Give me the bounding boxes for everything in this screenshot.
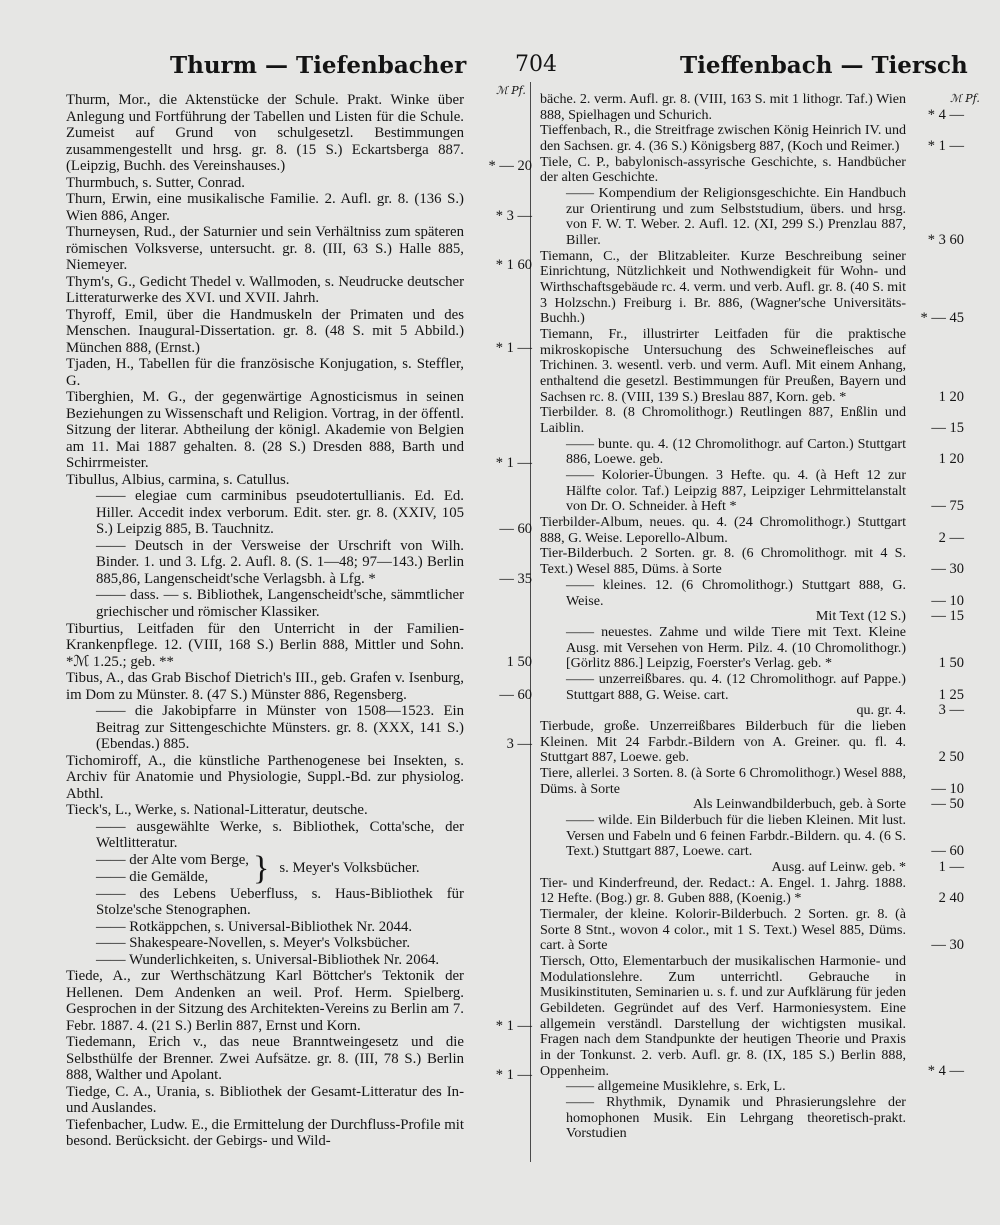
entry-text: qu. gr. 4. — [856, 702, 906, 719]
entry-text: Tier-Bilderbuch. 2 Sorten. gr. 8. (6 Chromolithogr. mit 4 S. Text.) Wesel 885, Düms. à Sorte — [540, 545, 906, 578]
entry-price: — 60 — [499, 686, 532, 703]
entry-text: —— kleines. 12. (6 Chromolithogr.) Stuttgart 888, G. Weise. — [566, 576, 906, 609]
entry-price: 1 50 — [938, 655, 964, 672]
entry-price: * 1 — — [495, 1067, 532, 1084]
entry-text: Tiemann, C., der Blitzableiter. Kurze Beschreibung seiner Einrichtung, Nützlichkeit und Nothwendigkeit für Wohn- und Wirthschaftsgebäude rc. 4. verm. und verb. Aufl. gr. 8. (40 S. mit 3 Holzschn.) Freiburg i. Br. 886, (Wagner'sche Universitäts-Buchh.) — [540, 247, 906, 327]
entry-text: Tiedge, C. A., Urania, s. Bibliothek der Gesamt-Litteratur des In- und Auslandes. — [66, 1083, 464, 1117]
entry-price: 2 50 — [938, 749, 964, 766]
entry-text: Tiere, allerlei. 3 Sorten. 8. (à Sorte 6 Chromolithogr.) Wesel 888, Düms. à Sorte — [540, 764, 906, 797]
catalog-entry — [536, 437, 964, 468]
entry-price: * 1 — — [495, 455, 532, 472]
running-head-right: Tieffenbach — Tiersch — [680, 52, 968, 79]
catalog-entry — [66, 802, 536, 819]
entry-text: Als Leinwandbilderbuch, geb. à Sorte — [693, 796, 906, 813]
entry-price: * 1 — — [927, 138, 964, 155]
catalog-entry — [536, 155, 964, 186]
catalog-entry — [66, 538, 536, 588]
entry-text: —— die Jakobipfarre in Münster von 1508—1523. Ein Beitrag zur Sittengeschichte Münsters. gr. 8. (XXX, 141 S.) (Ebendas.) 885. — [96, 703, 464, 753]
entry-text: Tieffenbach, R., die Streitfrage zwischen König Heinrich IV. und den Sachsen. gr. 4. (36 S.) Königsberg 887, (Koch und Reimer.) — [540, 122, 906, 155]
catalog-entry — [66, 621, 536, 671]
catalog-entry — [536, 797, 964, 813]
entry-price: 1 25 — [938, 686, 964, 703]
entry-text: —— Kompendium der Religionsgeschichte. Ein Handbuch zur Orientirung und zum Selbststudium, übers. und hrsg. von F. W. T. Weber. 2. Aufl. 12. (XI, 299 S.) Prenzlau 887, Biller. — [566, 185, 906, 249]
catalog-entry — [536, 954, 964, 1079]
entry-text: —— wilde. Ein Bilderbuch für die lieben Kleinen. Mit lust. Versen und Fabeln und 6 feinen Farbdr.-Bildern. qu. 4. (6 S. Text.) Stuttgart 887, Loewe. cart. — [566, 811, 906, 860]
entry-text: Thyroff, Emil, über die Handmuskeln der Primaten und des Menschen. Inaugural-Dissertation. gr. 8. (48 S. mit 5 Abbild.) München 888, (Ernst.) — [66, 306, 464, 356]
catalog-entry — [66, 92, 536, 175]
grouped-entry-line: —— die Gemälde, — [96, 868, 209, 885]
catalog-entry — [536, 546, 964, 577]
brace-symbol: } — [253, 849, 270, 887]
catalog-entry — [66, 224, 536, 274]
entry-text: Mit Text (12 S.) — [815, 608, 906, 625]
entry-text: Tierbilder-Album, neues. qu. 4. (24 Chromolithogr.) Stuttgart 888, G. Weise. Leporello-Album. — [540, 514, 906, 546]
catalog-entry — [66, 886, 536, 919]
catalog-entry — [536, 672, 964, 703]
catalog-entry — [66, 274, 536, 307]
entry-price: 1 50 — [506, 653, 532, 670]
catalog-entry — [536, 92, 964, 123]
entry-text: Thym's, G., Gedicht Thedel v. Wallmoden, s. Neudrucke deutscher Litteraturwerke des XVI. und XVII. Jahrh. — [66, 273, 464, 307]
entry-text: —— des Lebens Ueberfluss, s. Haus-Bibliothek für Stolze'sche Stenographen. — [96, 885, 464, 919]
entry-text: Tiele, C. P., babylonisch-assyrische Geschichte, s. Handbücher der alten Geschichte. — [540, 153, 906, 186]
entry-text: Tiemann, Fr., illustrirter Leitfaden für die praktische mikroskopische Untersuchung des Schweinefleisches auf Trichinen. 3. wesentl. verb. und verm. Aufl. Mit einem Anhang, enthaltend die gesetzl. Bestimmungen für Preußen, Bayern und Sachsen rc. 8. (VIII, 139 S.) Breslau 887, Korn. geb. * — [540, 326, 906, 405]
entry-price: 1 — — [938, 858, 964, 875]
entry-text: —— ausgewählte Werke, s. Bibliothek, Cotta'sche, der Weltlitteratur. — [96, 818, 464, 852]
entry-price: 2 40 — [938, 890, 964, 907]
entry-price: — 35 — [499, 570, 532, 587]
grouped-entry-line: —— der Alte vom Berge, — [96, 852, 250, 869]
catalog-entry — [536, 813, 964, 860]
entry-text: Tiermaler, der kleine. Kolorir-Bilderbuch. 2 Sorten. gr. 8. (à Sorte 8 Stnt., wovon 4 color., mit 1 S. Text.) Wesel 885, Düms. cart. à Sorte — [540, 905, 906, 954]
entry-text: Tiefenbacher, Ludw. E., die Ermittelung der Durchfluss-Profile mit besond. Berücksicht. der Gebirgs- und Wild- — [66, 1116, 464, 1150]
entry-text: Thurn, Erwin, eine musikalische Familie. 2. Aufl. gr. 8. (136 S.) Wien 886, Anger. — [66, 191, 464, 224]
catalog-entry — [66, 1084, 536, 1117]
catalog-entry — [66, 488, 536, 538]
catalog-entry — [66, 935, 536, 952]
entry-price: * 1 — — [495, 1017, 532, 1034]
catalog-entry — [536, 907, 964, 954]
entry-text: Tier- und Kinderfreund, der. Redact.: A. Engel. 1. Jahrg. 1888. 12 Hefte. (Bog.) gr. 8. Guben 888, (Koenig.) * — [540, 874, 906, 907]
catalog-entry — [536, 578, 964, 609]
entry-price: * — 45 — [920, 310, 964, 327]
catalog-entry — [536, 468, 964, 515]
entry-text: Ausg. auf Leinw. geb. * — [771, 858, 906, 875]
catalog-entry — [536, 719, 964, 766]
catalog-entry — [66, 356, 536, 389]
currency-unit-left: ℳ Pf. — [496, 84, 526, 97]
entry-price: — 60 — [931, 843, 964, 860]
entry-price: * 3 60 — [927, 232, 964, 249]
entry-text: —— Rhythmik, Dynamik und Phrasierungslehre der homophonen Musik. Ein Lehrgang theoretisch-prakt. Vorstudien — [566, 1094, 906, 1142]
catalog-entry — [66, 389, 536, 472]
catalog-entry — [66, 1117, 536, 1150]
entry-text: Tieck's, L., Werke, s. National-Litteratur, deutsche. — [66, 802, 368, 819]
entry-text: —— Deutsch in der Versweise der Urschrift von Wilh. Binder. 1. und 3. Lfg. 2. Aufl. 8. (S. 1—48; 97—143.) Berlin 885,86, Langenscheidt'sche Verlagsbh. à Lfg. * — [96, 537, 464, 587]
catalog-entry — [536, 876, 964, 907]
entry-text: Tiedemann, Erich v., das neue Branntweingesetz und die Selbsthülfe der Brenner. Zwei Aufsätze. gr. 8. (III, 78 S.) Berlin 888, Walther und Apolant. — [66, 1034, 464, 1084]
catalog-entry — [536, 703, 964, 719]
entry-text: —— neuestes. Zahme und wilde Tiere mit Text. Kleine Ausg. mit Versehen von Herm. Pilz. 4. (10 Chromolithogr.) [Görlitz 886.] Leipzig, Foerster's Verlag. geb. * — [566, 623, 906, 672]
catalog-entry — [66, 703, 536, 753]
entry-price: * — 20 — [488, 158, 532, 175]
entry-text: Tichomiroff, A., die künstliche Parthenogenese bei Insekten, s. Archiv für Anatomie und Physiologie, Suppl.-Bd. zur physiolog. Abthl. — [66, 752, 464, 802]
catalog-entry — [66, 175, 536, 192]
entry-text: —— unzerreißbares. qu. 4. (12 Chromolithogr. auf Pappe.) Stuttgart 888, G. Weise. cart. — [566, 670, 906, 703]
entry-price: — 10 — [931, 592, 964, 609]
catalog-entry — [66, 819, 536, 852]
catalog-entry — [536, 625, 964, 672]
catalog-entry — [536, 405, 964, 436]
entry-text: —— Shakespeare-Novellen, s. Meyer's Volksbücher. — [96, 935, 411, 952]
currency-unit-right: ℳ Pf. — [950, 92, 980, 105]
entry-text: Thurneysen, Rud., der Saturnier und sein Verhältniss zum späteren römischen Volksverse, untersucht. gr. 8. (III, 63 S.) Halle 885, Niemeyer. — [66, 224, 464, 274]
catalog-entry — [536, 1079, 964, 1095]
catalog-entry — [536, 249, 964, 327]
entry-price: — 50 — [931, 796, 964, 813]
catalog-entry — [66, 587, 536, 620]
entry-text: Tierbude, große. Unzerreißbares Bilderbuch für die lieben Kleinen. Mit 24 Farbdr.-Bildern von A. Greiner. qu. fl. 4. Stuttgart 887, Loewe. geb. — [540, 717, 906, 766]
entry-text: Tibus, A., das Grab Bischof Dietrich's III., geb. Grafen v. Isenburg, im Dom zu Münster. 8. (47 S.) Münster 886, Regensberg. — [66, 670, 464, 703]
catalog-entry — [66, 670, 536, 703]
entry-text: Tiburtius, Leitfaden für den Unterricht in der Familien-Krankenpflege. 12. (VIII, 168 S.) Berlin 888, Mittler und Sohn. *ℳ 1.25.; geb. ** — [66, 620, 464, 670]
entry-text: —— Wunderlichkeiten, s. Universal-Bibliothek Nr. 2064. — [96, 951, 440, 968]
entry-price: — 30 — [931, 561, 964, 578]
entry-price: — 10 — [931, 780, 964, 797]
entry-text: Thurm, Mor., die Aktenstücke der Schule. Prakt. Winke über Anlegung und Fortführung der Tabellen und Listen für die Schule. Zumeist auf Grund von schulgesetzl. Bestimmungen zusammengestellt und hrsg. gr. 8. (15 S.) Eckartsberga 887. (Leipzig, Buchh. des Vereinshauses.) — [66, 92, 464, 175]
catalog-entry — [66, 919, 536, 936]
catalog-entry — [536, 123, 964, 154]
entry-price: — 30 — [931, 937, 964, 954]
entry-text: Tibullus, Albius, carmina, s. Catullus. — [66, 471, 290, 488]
catalog-entry — [536, 860, 964, 876]
entry-price: 3 — — [938, 702, 964, 719]
catalog-entry — [536, 515, 964, 546]
catalog-entry — [66, 472, 536, 489]
entry-price: * 1 60 — [495, 257, 532, 274]
catalog-entry — [66, 1034, 536, 1084]
entry-text: —— dass. — s. Bibliothek, Langenscheidt'sche, sämmtlicher griechischer und römischer Klassiker. — [96, 587, 464, 620]
entry-text: Tjaden, H., Tabellen für die französische Konjugation, s. Steffler, G. — [66, 356, 464, 389]
catalog-entry — [66, 307, 536, 357]
catalog-entry — [66, 968, 536, 1034]
entry-price: * 1 — — [495, 339, 532, 356]
entry-price: 1 20 — [938, 451, 964, 468]
entry-text: bäche. 2. verm. Aufl. gr. 8. (VIII, 163 S. mit 1 lithogr. Taf.) Wien 888, Spielhagen und Schurich. — [540, 91, 906, 123]
entry-text: Tiberghien, M. G., der gegenwärtige Agnosticismus in seinen Beziehungen zu Wissenschaft und Religion. Vortrag, in der öffentl. Sitzung der literar. Abtheilung der königl. Akademie von Belgien am 11. Mai 1887 gehalten. 8. (28 S.) Dresden 888, Barth und Schirrmeister. — [66, 389, 464, 472]
entry-text: —— bunte. qu. 4. (12 Chromolithogr. auf Carton.) Stuttgart 886, Loewe. geb. — [566, 435, 906, 468]
entry-text: Tierbilder. 8. (8 Chromolithogr.) Reutlingen 887, Enßlin und Laiblin. — [540, 404, 906, 437]
catalog-entry — [66, 191, 536, 224]
entry-price: — 75 — [931, 498, 964, 515]
grouped-entry-target: s. Meyer's Volksbücher. — [279, 860, 420, 877]
catalog-entry — [536, 327, 964, 405]
catalog-entry — [536, 766, 964, 797]
entry-price: * 4 — — [927, 1062, 964, 1079]
left-column — [66, 92, 536, 1150]
entry-price: — 60 — [499, 521, 532, 538]
catalog-entry — [66, 952, 536, 969]
entry-text: —— Rotkäppchen, s. Universal-Bibliothek Nr. 2044. — [96, 918, 413, 935]
catalog-entry — [66, 753, 536, 803]
entry-price: 2 — — [938, 529, 964, 546]
entry-text: —— allgemeine Musiklehre, s. Erk, L. — [566, 1078, 786, 1095]
entry-price: — 15 — [931, 420, 964, 437]
entry-text: —— elegiae cum carminibus pseudotertullianis. Ed. Ed. Hiller. Accedit index verborum. Edit. ster. gr. 8. (XXIV, 105 S.) Leipzig 885, B. Tauchnitz. — [96, 488, 464, 538]
entry-price: * 4 — — [927, 106, 964, 123]
entry-price: 3 — — [506, 736, 532, 753]
entry-text: Tiede, A., zur Werthschätzung Karl Böttcher's Tektonik der Hellenen. Dem Andenken an weil. Prof. Herm. Spielberg. Gesprochen in der Sitzung des Architekten-Vereins zu Berlin am 7. Febr. 1887. 4. (21 S.) Berlin 887, Ernst und Korn. — [66, 968, 464, 1034]
entry-text: Thurmbuch, s. Sutter, Conrad. — [66, 174, 246, 191]
entry-price: * 3 — — [495, 207, 532, 224]
page-number: 704 — [515, 52, 557, 77]
running-head-left: Thurm — Tiefenbacher — [170, 52, 467, 79]
catalog-entry — [536, 186, 964, 249]
entry-price: — 15 — [931, 608, 964, 625]
right-column — [536, 92, 964, 1142]
entry-text: —— Kolorier-Übungen. 3 Hefte. qu. 4. (à Heft 12 zur Hälfte color. Taf.) Leipzig 887, Leipziger Lehrmittelanstalt von Dr. O. Schneider. à Heft * — [566, 467, 906, 515]
entry-text: Tiersch, Otto, Elementarbuch der musikalischen Harmonie- und Modulationslehre. Zum unterrichtl. Gebrauche in Musikinstituten, Seminarien u. s. f. und zur Aufklärung für jeden Gebildeten. Gegründet auf des Verf. Harmoniesystem. Eine allgemein verständl. Darstellung der wichtigsten musikal. Fragen nach dem Standpunkte der heutigen Theorie und Praxis in der Tonkunst. 2. verb. Aufl. gr. 8. (IX, 185 S.) Berlin 888, Oppenheim. — [540, 952, 906, 1079]
grouped-entry — [66, 849, 536, 887]
catalog-entry — [536, 609, 964, 625]
entry-price: 1 20 — [938, 388, 964, 405]
catalog-entry — [536, 1095, 964, 1142]
